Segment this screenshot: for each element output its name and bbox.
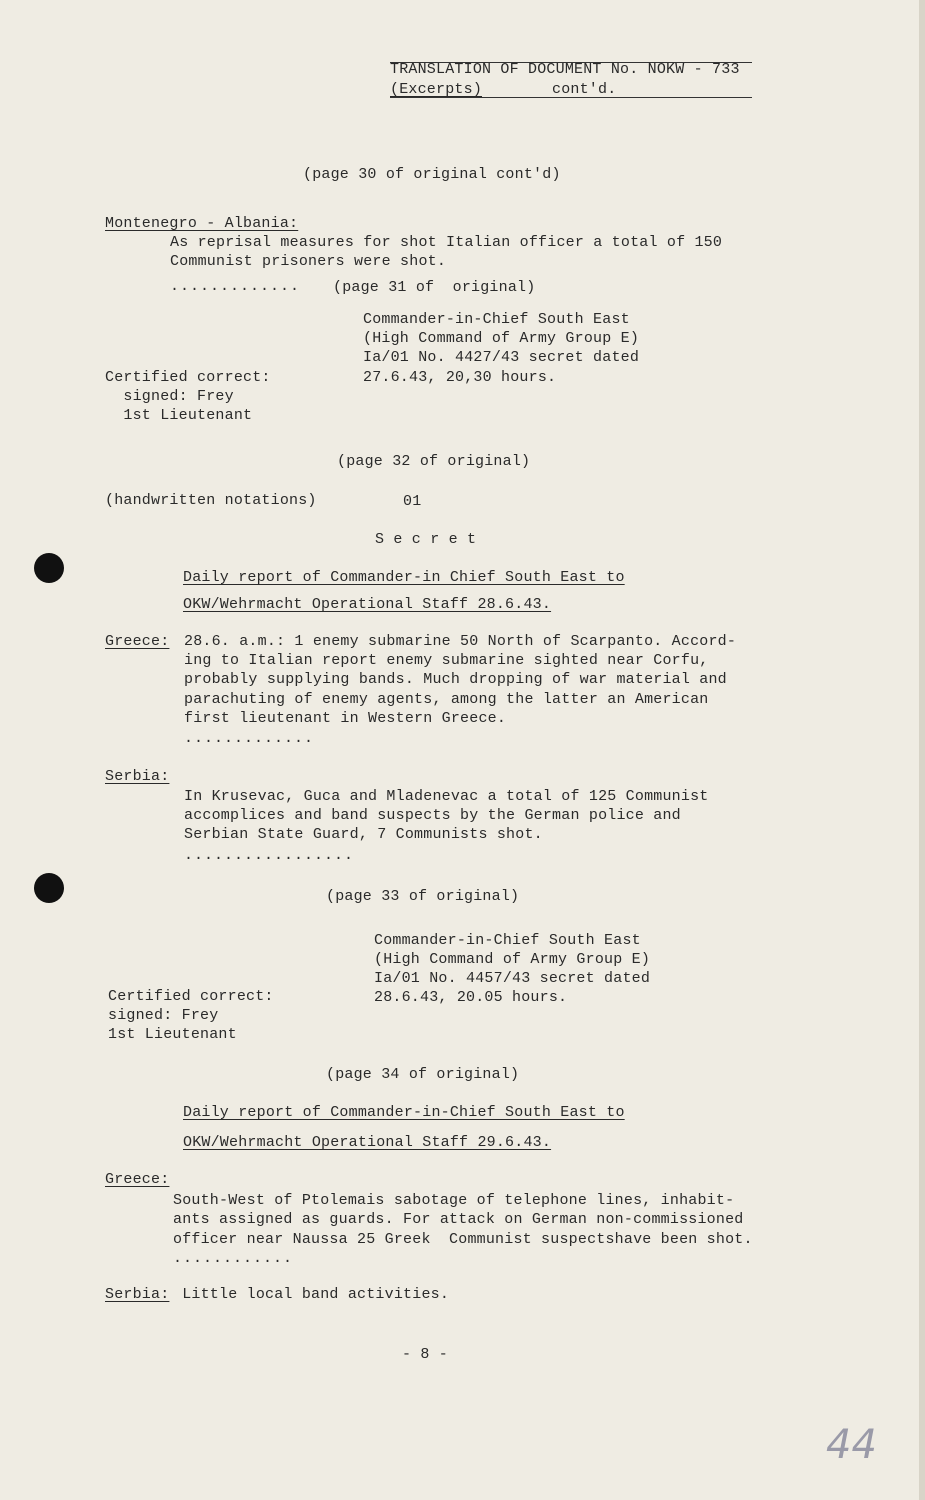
montenegro-line-2: Communist prisoners were shot.	[170, 253, 447, 270]
serbia2-text: Little local band activities.	[173, 1286, 450, 1303]
commander-line-1: Commander-in-Chief South East	[363, 311, 630, 328]
page-number: - 8 -	[402, 1346, 449, 1363]
certified-line-2: signed: Frey	[105, 388, 234, 405]
punch-hole-top	[34, 553, 64, 583]
greece2-label: Greece:	[105, 1171, 170, 1188]
header-contd: cont'd.	[552, 81, 617, 98]
page-30-label: (page 30 of original cont'd)	[303, 166, 561, 183]
page-34-label: (page 34 of original)	[326, 1066, 520, 1083]
commander2-line-1: Commander-in-Chief South East	[374, 932, 641, 949]
commander2-line-4: 28.6.43, 20.05 hours.	[374, 989, 568, 1006]
ellipsis-3: .................	[184, 847, 355, 864]
commander2-line-3: Ia/01 No. 4457/43 secret dated	[374, 970, 651, 987]
serbia-label: Serbia:	[105, 768, 170, 785]
page-31-label: (page 31 of original)	[333, 279, 536, 296]
serbia-line-3: Serbian State Guard, 7 Communists shot.	[184, 826, 543, 843]
commander-line-4: 27.6.43, 20,30 hours.	[363, 369, 557, 386]
certified-line-1: Certified correct:	[105, 369, 271, 386]
page-edge	[919, 0, 925, 1500]
certified2-line-1: Certified correct:	[108, 988, 274, 1005]
ellipsis-2: .............	[184, 730, 315, 747]
commander-line-3: Ia/01 No. 4427/43 secret dated	[363, 349, 640, 366]
report1-title-line-2: OKW/Wehrmacht Operational Staff 28.6.43.	[183, 596, 552, 613]
report1-title-line-1: Daily report of Commander-in Chief South East to	[183, 569, 625, 586]
secret-label: S e c r e t	[375, 531, 477, 548]
report2-title-line-1: Daily report of Commander-in-Chief South East to	[183, 1104, 625, 1121]
header-rule-top	[390, 62, 752, 63]
notation-code: 01	[403, 493, 422, 510]
serbia-line-1: In Krusevac, Guca and Mladenevac a total of 125 Communist	[184, 788, 709, 805]
report2-title-line-2: OKW/Wehrmacht Operational Staff 29.6.43.	[183, 1134, 552, 1151]
header-excerpts: (Excerpts)	[390, 81, 483, 98]
commander-line-2: (High Command of Army Group E)	[363, 330, 640, 347]
greece-line-3: probably supplying bands. Much dropping of war material and	[184, 671, 727, 688]
certified-line-3: 1st Lieutenant	[105, 407, 253, 424]
commander2-line-2: (High Command of Army Group E)	[374, 951, 651, 968]
greece-line-4: parachuting of enemy agents, among the latter an American	[184, 691, 709, 708]
montenegro-heading: Montenegro - Albania:	[105, 215, 299, 232]
page-32-label: (page 32 of original)	[337, 453, 531, 470]
greece-line-1: 28.6. a.m.: 1 enemy submarine 50 North of Scarpanto. Accord-	[184, 633, 737, 650]
greece2-line-3: officer near Naussa 25 Greek Communist suspectshave been shot.	[173, 1231, 753, 1248]
certified2-line-2: signed: Frey	[108, 1007, 219, 1024]
header-rule-bottom	[390, 97, 752, 98]
greece-label: Greece:	[105, 633, 170, 650]
greece2-line-1: South-West of Ptolemais sabotage of telephone lines, inhabit-	[173, 1192, 735, 1209]
header-title: TRANSLATION OF DOCUMENT No. NOKW - 733	[390, 61, 740, 78]
punch-hole-bottom	[34, 873, 64, 903]
greece2-line-2: ants assigned as guards. For attack on German non-commissioned	[173, 1211, 744, 1228]
serbia-line-2: accomplices and band suspects by the German police and	[184, 807, 681, 824]
handwritten-folio-number: 44	[826, 1422, 877, 1468]
greece-line-5: first lieutenant in Western Greece.	[184, 710, 507, 727]
ellipsis-1: .............	[170, 278, 301, 295]
montenegro-line-1: As reprisal measures for shot Italian officer a total of 150	[170, 234, 723, 251]
handwritten-notations: (handwritten notations)	[105, 492, 317, 509]
greece-line-2: ing to Italian report enemy submarine sighted near Corfu,	[184, 652, 709, 669]
page-33-label: (page 33 of original)	[326, 888, 520, 905]
serbia2-label: Serbia:	[105, 1286, 170, 1303]
certified2-line-3: 1st Lieutenant	[108, 1026, 237, 1043]
ellipsis-4: ............	[173, 1250, 294, 1267]
